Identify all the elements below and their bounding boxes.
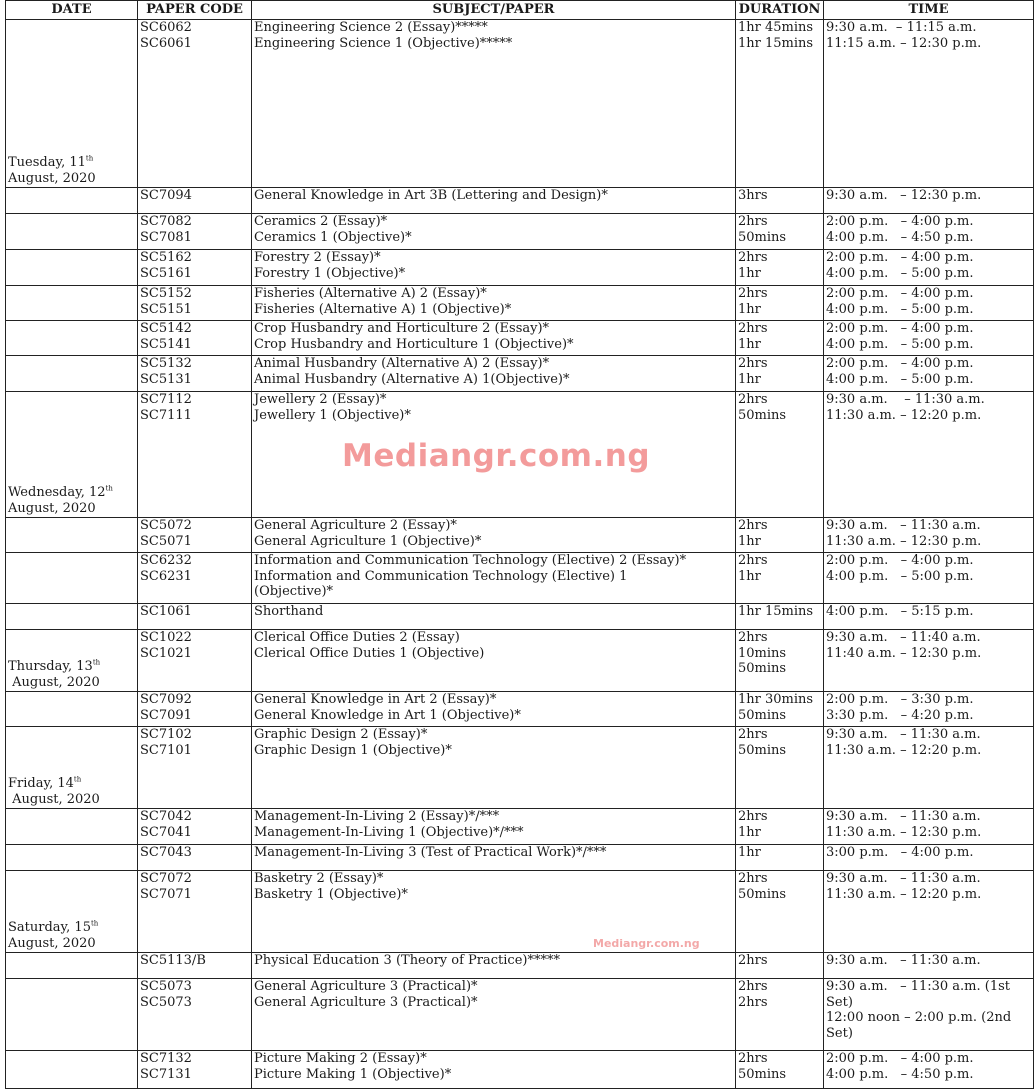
time-slot: 2:00 p.m. – 4:00 p.m. — [826, 1051, 974, 1066]
duration: 1hr — [738, 301, 761, 317]
date-cell — [6, 20, 138, 188]
subject-cell — [252, 727, 736, 809]
subject-cell — [252, 1051, 736, 1089]
time-slot: 9:30 a.m. – 11:30 a.m. — [826, 809, 981, 824]
duration: 2hrs — [738, 871, 768, 886]
paper-code: SC7101 — [140, 742, 192, 758]
paper-code: SC7043 — [140, 845, 192, 860]
subject-paper: (Objective)* — [254, 584, 334, 599]
time-slot: 4:00 p.m. – 5:00 p.m. — [826, 568, 974, 584]
paper-code-cell — [138, 250, 252, 286]
date-cell — [6, 809, 138, 845]
time-slot: 9:30 a.m. – 11:30 a.m. — [826, 727, 981, 742]
duration-cell — [736, 979, 824, 1051]
time-cell — [824, 518, 1034, 553]
exam-timetable — [5, 0, 1034, 1089]
paper-code: SC7071 — [140, 886, 192, 902]
table-row — [6, 518, 1034, 553]
duration: 1hr — [738, 265, 761, 281]
duration-cell — [736, 630, 824, 692]
table-row — [6, 356, 1034, 392]
subject-paper: Basketry 1 (Objective)* — [254, 886, 408, 902]
header-duration: DURATION — [736, 1, 824, 20]
paper-code-cell — [138, 871, 252, 953]
paper-code: SC6231 — [140, 568, 192, 584]
time-slot: 11:30 a.m. – 12:30 p.m. — [826, 824, 982, 840]
duration: 1hr — [738, 824, 761, 840]
date-cell — [6, 250, 138, 286]
paper-code: SC5152 — [140, 286, 192, 301]
time-slot: Set) — [826, 1025, 853, 1041]
subject-cell — [252, 553, 736, 604]
subject-paper: Crop Husbandry and Horticulture 1 (Objective)* — [254, 336, 574, 352]
date-cell — [6, 604, 138, 630]
time-cell — [824, 630, 1034, 692]
subject-paper: Ceramics 2 (Essay)* — [254, 214, 388, 229]
time-cell — [824, 214, 1034, 250]
date-day: Tuesday, 11 — [8, 155, 86, 170]
duration-cell — [736, 845, 824, 871]
paper-code-cell — [138, 321, 252, 356]
duration: 50mins — [738, 229, 787, 245]
time-slot: 9:30 a.m. – 11:30 a.m. — [826, 392, 985, 407]
date-cell — [6, 845, 138, 871]
time-cell — [824, 286, 1034, 321]
time-slot: 9:30 a.m. – 11:30 a.m. — [826, 871, 981, 886]
date-cell — [6, 692, 138, 727]
date-cell — [6, 727, 138, 809]
header-subject-paper: SUBJECT/PAPER — [252, 1, 736, 20]
subject-paper: Animal Husbandry (Alternative A) 2 (Essay)* — [254, 356, 550, 371]
duration: 2hrs — [738, 979, 768, 994]
paper-code: SC5162 — [140, 250, 192, 265]
duration: 1hr 30mins — [738, 692, 814, 707]
time-cell — [824, 392, 1034, 518]
paper-code: SC1022 — [140, 630, 192, 645]
paper-code: SC5142 — [140, 321, 192, 336]
paper-code-cell — [138, 727, 252, 809]
table-row — [6, 604, 1034, 630]
duration: 1hr 15mins — [738, 35, 814, 51]
date-day: Friday, 14 — [8, 776, 74, 791]
subject-cell — [252, 809, 736, 845]
paper-code: SC5141 — [140, 336, 192, 352]
duration: 50mins — [738, 707, 787, 723]
time-slot: 9:30 a.m. – 11:30 a.m. — [826, 518, 981, 533]
subject-paper: General Agriculture 2 (Essay)* — [254, 518, 457, 533]
subject-paper: General Knowledge in Art 2 (Essay)* — [254, 692, 497, 707]
duration: 2hrs — [738, 727, 768, 742]
date-cell — [6, 356, 138, 392]
subject-paper: General Agriculture 1 (Objective)* — [254, 533, 482, 549]
duration-cell — [736, 188, 824, 214]
paper-code: SC7094 — [140, 188, 192, 203]
duration: 1hr — [738, 845, 761, 860]
paper-code: SC5131 — [140, 371, 192, 387]
table-row — [6, 871, 1034, 953]
paper-code: SC7112 — [140, 392, 192, 407]
paper-code: SC5072 — [140, 518, 192, 533]
paper-code: SC7081 — [140, 229, 192, 245]
time-slot: 3:30 p.m. – 4:20 p.m. — [826, 707, 974, 723]
duration: 2hrs — [738, 286, 768, 301]
duration-cell — [736, 392, 824, 518]
header-time: TIME — [824, 1, 1034, 20]
paper-code-cell — [138, 286, 252, 321]
paper-code-cell — [138, 630, 252, 692]
duration: 2hrs — [738, 630, 768, 645]
table-row — [6, 727, 1034, 809]
paper-code: SC7092 — [140, 692, 192, 707]
time-slot: 9:30 a.m. – 12:30 p.m. — [826, 188, 982, 203]
paper-code: SC7072 — [140, 871, 192, 886]
header-paper-code: PAPER CODE — [138, 1, 252, 20]
subject-cell — [252, 692, 736, 727]
watermark-small: Mediangr.com.ng — [593, 937, 700, 950]
paper-code-cell — [138, 356, 252, 392]
paper-code: SC5071 — [140, 533, 192, 549]
time-slot: 4:00 p.m. – 5:15 p.m. — [826, 604, 974, 619]
paper-code: SC7042 — [140, 809, 192, 824]
duration: 2hrs — [738, 1051, 768, 1066]
duration: 2hrs — [738, 809, 768, 824]
table-row — [6, 553, 1034, 604]
subject-paper: Shorthand — [254, 604, 324, 619]
time-slot: 4:00 p.m. – 5:00 p.m. — [826, 301, 974, 317]
time-slot: 9:30 a.m. – 11:30 a.m. — [826, 953, 981, 968]
subject-paper: Jewellery 2 (Essay)* — [254, 392, 387, 407]
time-cell — [824, 953, 1034, 979]
date-cell — [6, 188, 138, 214]
date-ordinal: th — [73, 775, 82, 784]
time-slot: 4:00 p.m. – 4:50 p.m. — [826, 229, 974, 245]
duration-cell — [736, 727, 824, 809]
time-slot: 3:00 p.m. – 4:00 p.m. — [826, 845, 974, 860]
subject-cell — [252, 979, 736, 1051]
paper-code-cell — [138, 1051, 252, 1089]
date-day: Wednesday, 12 — [8, 485, 106, 500]
date-ordinal: th — [90, 919, 99, 928]
paper-code-cell — [138, 518, 252, 553]
paper-code: SC5073 — [140, 994, 192, 1010]
duration: 1hr 15mins — [738, 604, 814, 619]
subject-paper: Management-In-Living 1 (Objective)*/*** — [254, 824, 524, 840]
duration: 2hrs — [738, 321, 768, 336]
duration-cell — [736, 953, 824, 979]
time-slot: 2:00 p.m. – 4:00 p.m. — [826, 321, 974, 336]
table-row — [6, 953, 1034, 979]
subject-paper: General Knowledge in Art 1 (Objective)* — [254, 707, 521, 723]
paper-code: SC1061 — [140, 604, 192, 619]
date-cell — [6, 518, 138, 553]
paper-code-cell — [138, 809, 252, 845]
time-cell — [824, 692, 1034, 727]
table-row — [6, 250, 1034, 286]
time-cell — [824, 250, 1034, 286]
subject-paper: Engineering Science 2 (Essay)***** — [254, 20, 488, 35]
paper-code-cell — [138, 953, 252, 979]
paper-code-cell — [138, 692, 252, 727]
time-cell — [824, 727, 1034, 809]
date-month-year: August, 2020 — [8, 674, 100, 690]
paper-code: SC7132 — [140, 1051, 192, 1066]
subject-paper: Graphic Design 1 (Objective)* — [254, 742, 452, 758]
paper-code: SC5073 — [140, 979, 192, 994]
duration-cell — [736, 20, 824, 188]
time-slot: 2:00 p.m. – 3:30 p.m. — [826, 692, 974, 707]
date-month-year: August, 2020 — [8, 500, 96, 516]
subject-cell — [252, 392, 736, 518]
table-row — [6, 321, 1034, 356]
time-cell — [824, 809, 1034, 845]
paper-code: SC5151 — [140, 301, 192, 317]
paper-code: SC6061 — [140, 35, 192, 51]
date-cell — [6, 979, 138, 1051]
time-cell — [824, 188, 1034, 214]
subject-paper: General Knowledge in Art 3B (Lettering and Design)* — [254, 188, 608, 203]
duration: 50mins — [738, 742, 787, 758]
subject-paper: Jewellery 1 (Objective)* — [254, 407, 411, 423]
date-cell — [6, 321, 138, 356]
duration-cell — [736, 214, 824, 250]
subject-paper: General Agriculture 3 (Practical)* — [254, 994, 478, 1010]
paper-code-cell — [138, 553, 252, 604]
table-row — [6, 630, 1034, 692]
subject-paper: Information and Communication Technology (Elective) 2 (Essay)* — [254, 553, 687, 568]
subject-cell — [252, 214, 736, 250]
paper-code: SC7102 — [140, 727, 192, 742]
time-cell — [824, 356, 1034, 392]
duration: 3hrs — [738, 188, 768, 203]
subject-paper: Management-In-Living 3 (Test of Practical Work)*/*** — [254, 845, 607, 860]
date-ordinal: th — [92, 658, 101, 667]
date-cell — [6, 392, 138, 518]
time-slot: 12:00 noon – 2:00 p.m. (2nd — [826, 1010, 1012, 1025]
duration: 50mins — [738, 661, 787, 676]
date-cell — [6, 1051, 138, 1089]
duration: 50mins — [738, 407, 787, 423]
duration: 50mins — [738, 886, 787, 902]
subject-paper: Crop Husbandry and Horticulture 2 (Essay)* — [254, 321, 550, 336]
paper-code: SC5132 — [140, 356, 192, 371]
duration-cell — [736, 553, 824, 604]
table-row — [6, 286, 1034, 321]
duration-cell — [736, 1051, 824, 1089]
subject-cell — [252, 518, 736, 553]
subject-cell — [252, 604, 736, 630]
date-day: Saturday, 15 — [8, 920, 91, 935]
time-slot: 4:00 p.m. – 5:00 p.m. — [826, 336, 974, 352]
date-month-year: August, 2020 — [8, 791, 100, 807]
subject-cell — [252, 20, 736, 188]
subject-paper: General Agriculture 3 (Practical)* — [254, 979, 478, 994]
date-cell — [6, 630, 138, 692]
subject-paper: Clerical Office Duties 1 (Objective) — [254, 645, 485, 661]
duration-cell — [736, 321, 824, 356]
time-cell — [824, 1051, 1034, 1089]
table-row — [6, 392, 1034, 518]
header-date: DATE — [6, 1, 138, 20]
date-cell — [6, 871, 138, 953]
time-slot: 11:30 a.m. – 12:20 p.m. — [826, 742, 982, 758]
subject-paper: Fisheries (Alternative A) 1 (Objective)* — [254, 301, 512, 317]
table-row — [6, 845, 1034, 871]
subject-paper: Fisheries (Alternative A) 2 (Essay)* — [254, 286, 487, 301]
duration: 2hrs — [738, 553, 768, 568]
paper-code-cell — [138, 392, 252, 518]
paper-code: SC5113/B — [140, 953, 206, 968]
subject-cell — [252, 953, 736, 979]
subject-paper: Picture Making 1 (Objective)* — [254, 1066, 452, 1082]
paper-code: SC7111 — [140, 407, 192, 423]
paper-code-cell — [138, 845, 252, 871]
duration-cell — [736, 286, 824, 321]
paper-code-cell — [138, 979, 252, 1051]
time-cell — [824, 321, 1034, 356]
duration-cell — [736, 871, 824, 953]
duration-cell — [736, 250, 824, 286]
table-row — [6, 809, 1034, 845]
date-month-year: August, 2020 — [8, 935, 96, 951]
subject-paper: Animal Husbandry (Alternative A) 1(Objective)* — [254, 371, 570, 387]
time-slot: 9:30 a.m. – 11:40 a.m. — [826, 630, 981, 645]
duration: 1hr — [738, 336, 761, 352]
paper-code: SC7131 — [140, 1066, 192, 1082]
paper-code: SC7082 — [140, 214, 192, 229]
duration: 1hr — [738, 371, 761, 387]
time-cell — [824, 20, 1034, 188]
time-slot: 11:30 a.m. – 12:20 p.m. — [826, 407, 982, 423]
time-slot: 4:00 p.m. – 5:00 p.m. — [826, 265, 974, 281]
paper-code-cell — [138, 20, 252, 188]
time-slot: 11:40 a.m. – 12:30 p.m. — [826, 645, 982, 661]
table-row — [6, 188, 1034, 214]
duration: 2hrs — [738, 250, 768, 265]
subject-paper: Picture Making 2 (Essay)* — [254, 1051, 427, 1066]
duration: 1hr — [738, 533, 761, 549]
subject-paper: Physical Education 3 (Theory of Practice)***** — [254, 953, 560, 968]
table-row — [6, 214, 1034, 250]
paper-code-cell — [138, 188, 252, 214]
date-cell — [6, 214, 138, 250]
subject-paper: Clerical Office Duties 2 (Essay) — [254, 630, 460, 645]
paper-code: SC1021 — [140, 645, 192, 661]
time-slot: 2:00 p.m. – 4:00 p.m. — [826, 553, 974, 568]
duration-cell — [736, 692, 824, 727]
paper-code: SC6232 — [140, 553, 192, 568]
time-slot: 2:00 p.m. – 4:00 p.m. — [826, 356, 974, 371]
paper-code: SC6062 — [140, 20, 192, 35]
duration: 2hrs — [738, 518, 768, 533]
time-slot: 11:30 a.m. – 12:20 p.m. — [826, 886, 982, 902]
duration: 50mins — [738, 1066, 787, 1082]
time-slot: 11:15 a.m. – 12:30 p.m. — [826, 35, 982, 51]
paper-code: SC7041 — [140, 824, 192, 840]
subject-paper: Ceramics 1 (Objective)* — [254, 229, 412, 245]
duration: 2hrs — [738, 953, 768, 968]
time-slot: 11:30 a.m. – 12:30 p.m. — [826, 533, 982, 549]
time-cell — [824, 553, 1034, 604]
date-ordinal: th — [85, 154, 94, 163]
subject-cell — [252, 630, 736, 692]
date-cell — [6, 553, 138, 604]
header-row — [6, 1, 1034, 20]
time-slot: 2:00 p.m. – 4:00 p.m. — [826, 286, 974, 301]
duration: 2hrs — [738, 214, 768, 229]
subject-paper: Information and Communication Technology (Elective) 1 — [254, 568, 628, 584]
duration-cell — [736, 604, 824, 630]
subject-cell — [252, 356, 736, 392]
subject-paper: Basketry 2 (Essay)* — [254, 871, 384, 886]
time-cell — [824, 604, 1034, 630]
subject-paper: Forestry 1 (Objective)* — [254, 265, 406, 281]
duration: 1hr 45mins — [738, 20, 814, 35]
date-month-year: August, 2020 — [8, 170, 96, 186]
duration-cell — [736, 356, 824, 392]
subject-cell — [252, 188, 736, 214]
subject-cell — [252, 871, 736, 953]
time-slot: 4:00 p.m. – 4:50 p.m. — [826, 1066, 974, 1082]
subject-paper: Management-In-Living 2 (Essay)*/*** — [254, 809, 500, 824]
time-slot: 2:00 p.m. – 4:00 p.m. — [826, 214, 974, 229]
duration: 2hrs — [738, 392, 768, 407]
table-row — [6, 979, 1034, 1051]
subject-cell — [252, 321, 736, 356]
subject-cell — [252, 250, 736, 286]
duration: 10mins — [738, 645, 787, 661]
table-row — [6, 1051, 1034, 1089]
date-day: Thursday, 13 — [8, 659, 93, 674]
time-cell — [824, 979, 1034, 1051]
time-cell — [824, 845, 1034, 871]
subject-cell — [252, 286, 736, 321]
subject-paper: Graphic Design 2 (Essay)* — [254, 727, 428, 742]
duration-cell — [736, 809, 824, 845]
paper-code: SC5161 — [140, 265, 192, 281]
date-cell — [6, 286, 138, 321]
subject-cell — [252, 845, 736, 871]
table-row — [6, 692, 1034, 727]
time-slot: 9:30 a.m. – 11:15 a.m. — [826, 20, 977, 35]
table-row — [6, 20, 1034, 188]
time-slot: Set) — [826, 994, 853, 1010]
time-slot: 4:00 p.m. – 5:00 p.m. — [826, 371, 974, 387]
timetable-body — [6, 20, 1034, 1089]
duration: 2hrs — [738, 994, 768, 1010]
time-slot: 2:00 p.m. – 4:00 p.m. — [826, 250, 974, 265]
duration: 1hr — [738, 568, 761, 584]
duration: 2hrs — [738, 356, 768, 371]
paper-code-cell — [138, 214, 252, 250]
time-slot: 9:30 a.m. – 11:30 a.m. (1st — [826, 979, 1011, 994]
date-ordinal: th — [105, 484, 113, 493]
date-cell — [6, 953, 138, 979]
subject-paper: Engineering Science 1 (Objective)***** — [254, 35, 513, 51]
watermark: Mediangr.com.ng — [342, 438, 651, 474]
duration-cell — [736, 518, 824, 553]
subject-paper: Forestry 2 (Essay)* — [254, 250, 381, 265]
time-cell — [824, 871, 1034, 953]
paper-code-cell — [138, 604, 252, 630]
paper-code: SC7091 — [140, 707, 192, 723]
